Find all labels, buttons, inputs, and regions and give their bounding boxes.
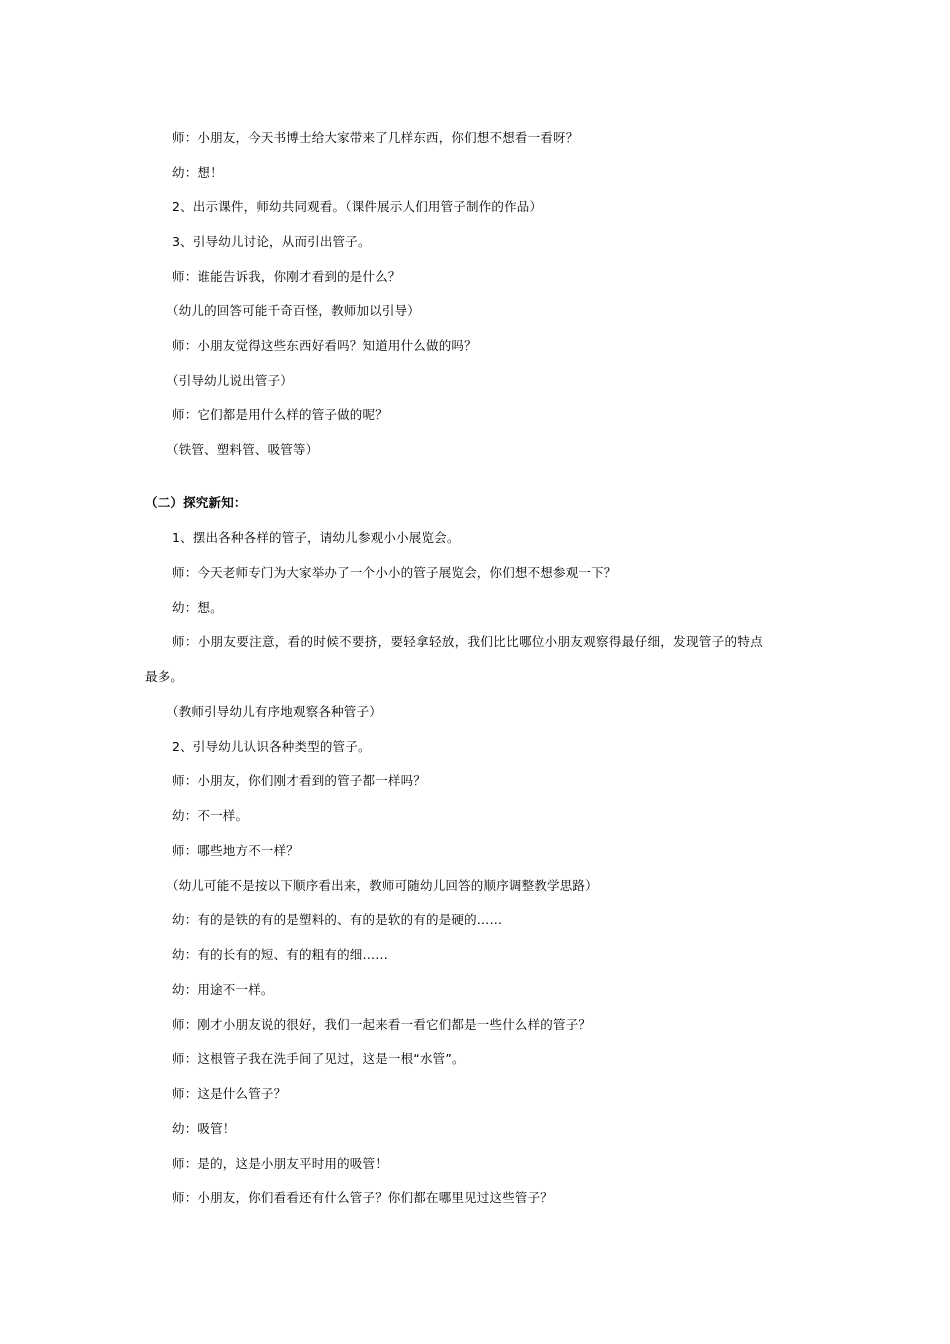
paragraph: 师：是的，这是小朋友平时用的吸管！ xyxy=(172,1156,388,1171)
paragraph-continuation: 最多。 xyxy=(145,669,184,684)
paragraph: 师：哪些地方不一样？ xyxy=(172,843,300,858)
paragraph: 1、摆出各种各样的管子，请幼儿参观小小展览会。 xyxy=(172,530,460,545)
paragraph: 师：小朋友要注意，看的时候不要挤，要轻拿轻放，我们比比哪位小朋友观察得最仔细，发现管子的特点 xyxy=(172,634,764,649)
paragraph: 师：这是什么管子？ xyxy=(172,1086,287,1101)
section-heading: （二）探究新知： xyxy=(145,495,247,510)
paragraph: 师：小朋友觉得这些东西好看吗？知道用什么做的吗？ xyxy=(172,338,477,353)
paragraph: 师：这根管子我在洗手间了见过，这是一根“水管”。 xyxy=(172,1051,465,1066)
paragraph: 师：刚才小朋友说的很好，我们一起来看一看它们都是一些什么样的管子？ xyxy=(172,1017,592,1032)
paragraph: 幼：有的是铁的有的是塑料的、有的是软的有的是硬的…… xyxy=(172,912,503,927)
paragraph: （铁管、塑料管、吸管等） xyxy=(166,442,319,457)
paragraph: （幼儿可能不是按以下顺序看出来，教师可随幼儿回答的顺序调整教学思路） xyxy=(166,878,598,893)
paragraph: 3、引导幼儿讨论，从而引出管子。 xyxy=(172,234,371,249)
paragraph: 2、出示课件，师幼共同观看。（课件展示人们用管子制作的作品） xyxy=(172,199,543,214)
paragraph: 幼：有的长有的短、有的粗有的细…… xyxy=(172,947,388,962)
paragraph: 师：小朋友，你们刚才看到的管子都一样吗？ xyxy=(172,773,427,788)
paragraph: 2、引导幼儿认识各种类型的管子。 xyxy=(172,739,371,754)
paragraph: 幼：想！ xyxy=(172,165,223,180)
paragraph: 幼：想。 xyxy=(172,600,223,615)
paragraph: （教师引导幼儿有序地观察各种管子） xyxy=(166,704,382,719)
paragraph: 师：今天老师专门为大家举办了一个小小的管子展览会，你们想不想参观一下？ xyxy=(172,565,617,580)
paragraph: 师：小朋友，今天书博士给大家带来了几样东西，你们想不想看一看呀？ xyxy=(172,130,579,145)
paragraph: （幼儿的回答可能千奇百怪，教师加以引导） xyxy=(166,303,421,318)
paragraph: 师：谁能告诉我，你刚才看到的是什么？ xyxy=(172,269,401,284)
paragraph: 幼：吸管！ xyxy=(172,1121,236,1136)
paragraph: 幼：不一样。 xyxy=(172,808,249,823)
paragraph: 幼：用途不一样。 xyxy=(172,982,274,997)
paragraph: （引导幼儿说出管子） xyxy=(166,373,294,388)
paragraph: 师：小朋友，你们看看还有什么管子？你们都在哪里见过这些管子？ xyxy=(172,1190,554,1205)
paragraph: 师：它们都是用什么样的管子做的呢？ xyxy=(172,407,388,422)
